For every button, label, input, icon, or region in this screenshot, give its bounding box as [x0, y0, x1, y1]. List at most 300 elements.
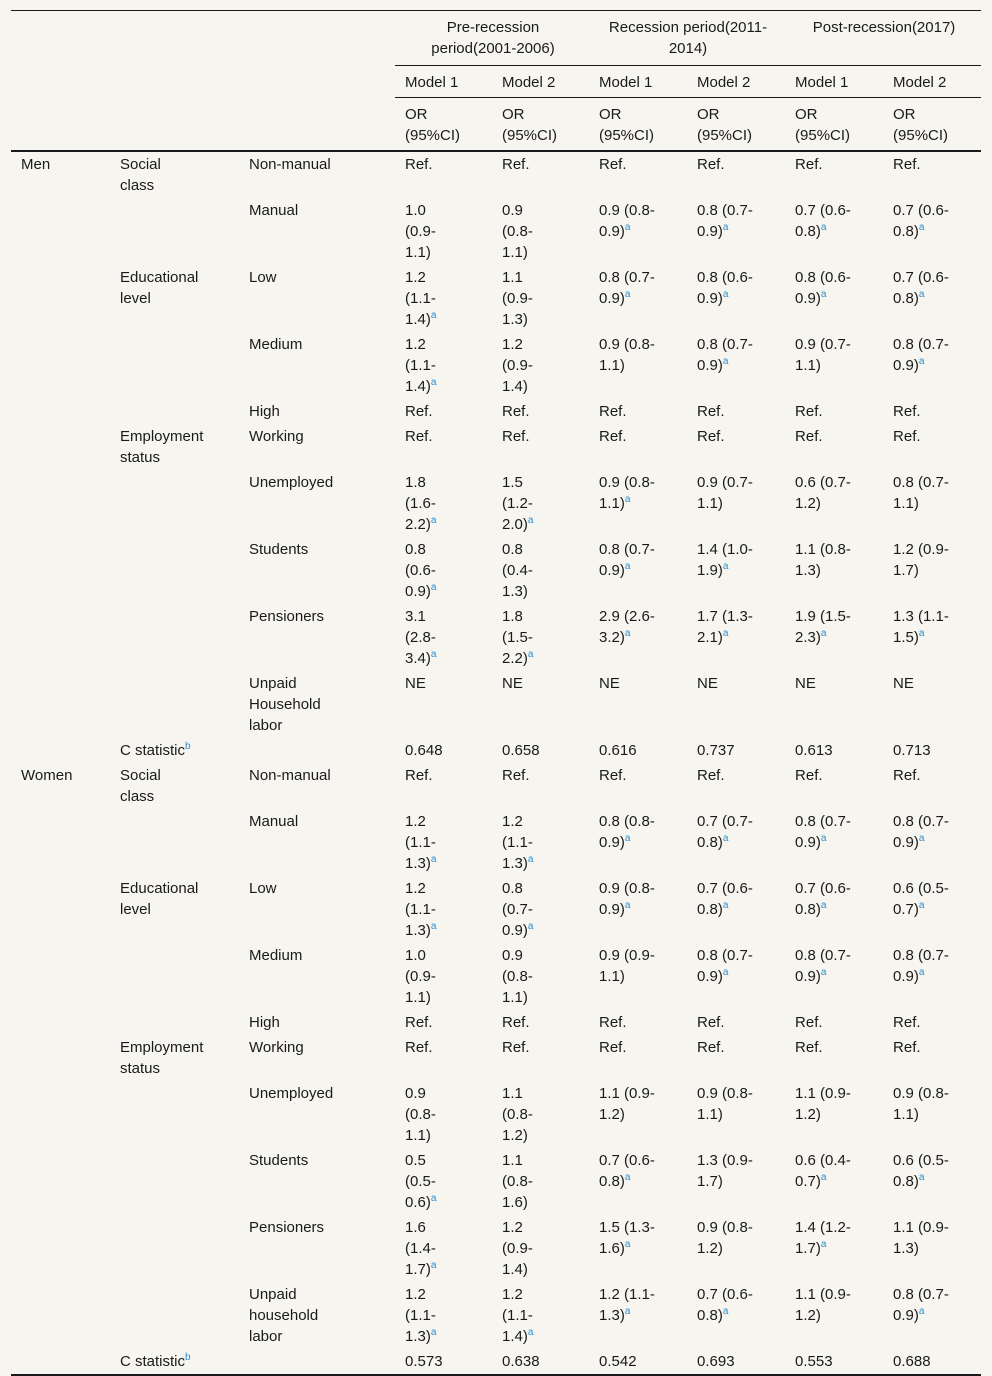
or-value — [785, 1215, 883, 1282]
or-value-text: 0.9 (0.8- 1.1) — [599, 336, 655, 374]
or-value — [492, 604, 589, 671]
model-header: Model 2 — [687, 66, 785, 98]
or-value-text: 0.8 (0.8- 0.9) — [599, 813, 655, 851]
category-label — [239, 1349, 395, 1375]
category-label — [239, 265, 395, 332]
or-header: OR (95%CI) — [785, 98, 883, 152]
or-value-text: 1.1 (0.9- 1.2) — [599, 1085, 655, 1123]
sex-label — [11, 151, 110, 198]
or-value — [785, 1081, 883, 1148]
footnote-marker: a — [918, 1306, 925, 1317]
table-row — [11, 265, 981, 332]
or-value — [883, 809, 981, 876]
or-value-text: 0.6 (0.7- 1.2) — [795, 474, 851, 512]
or-value — [785, 1010, 883, 1035]
or-value — [883, 1148, 981, 1215]
sex-label-text: Men — [21, 156, 51, 173]
or-value — [883, 151, 981, 198]
or-header: OR (95%CI) — [492, 98, 589, 152]
period-header: Recession period(2011-2014) — [589, 11, 785, 66]
or-value-text: 0.7 (0.6- 0.8) — [795, 202, 851, 240]
footnote-marker: a — [527, 1327, 534, 1338]
or-value-text: 1.2 (0.9- 1.4) — [502, 336, 533, 395]
variable-label — [110, 1081, 239, 1148]
or-value-text: Ref. — [893, 1014, 921, 1031]
or-value-text: Ref. — [697, 767, 725, 784]
or-value-text: 1.2 (1.1- 1.3) — [405, 880, 436, 939]
or-value-text: Ref. — [502, 403, 530, 420]
or-value — [785, 1035, 883, 1081]
category-label — [239, 1215, 395, 1282]
variable-label — [110, 738, 239, 763]
variable-label — [110, 424, 239, 470]
or-value-text: Ref. — [502, 767, 530, 784]
or-header: OR (95%CI) — [687, 98, 785, 152]
or-value — [492, 1215, 589, 1282]
or-value-text: 0.6 (0.5- 0.7) — [893, 880, 949, 918]
header-blank — [11, 66, 395, 98]
variable-label — [110, 1010, 239, 1035]
or-value — [589, 198, 687, 265]
or-value-text: 1.1 (0.9- 1.2) — [795, 1085, 851, 1123]
or-value — [785, 424, 883, 470]
footnote-marker: a — [918, 900, 925, 911]
or-value-text: 0.9 (0.8- 1.1) — [405, 1085, 436, 1144]
or-value — [395, 399, 492, 424]
or-value — [395, 876, 492, 943]
or-value-text: 1.2 (0.9- 1.7) — [893, 541, 949, 579]
or-value-text: 1.1 (0.8- 1.6) — [502, 1152, 533, 1211]
category-label-text: Medium — [249, 947, 303, 964]
category-label — [239, 738, 395, 763]
or-value — [589, 1010, 687, 1035]
or-value — [785, 537, 883, 604]
or-value — [589, 537, 687, 604]
or-value — [687, 763, 785, 809]
header-blank — [11, 98, 395, 152]
or-value-text: 0.7 (0.6- 0.8) — [893, 202, 949, 240]
category-label — [239, 809, 395, 876]
footnote-marker: a — [918, 356, 925, 367]
or-value — [785, 1349, 883, 1375]
variable-label — [110, 1148, 239, 1215]
or-value — [395, 332, 492, 399]
or-value — [492, 876, 589, 943]
footnote-marker: a — [527, 515, 534, 526]
or-value — [785, 332, 883, 399]
or-value — [883, 671, 981, 738]
or-value — [687, 1081, 785, 1148]
or-value — [687, 809, 785, 876]
category-label — [239, 604, 395, 671]
or-value-text: Ref. — [697, 428, 725, 445]
odds-ratio-table — [11, 10, 981, 1376]
footnote-marker: a — [820, 628, 827, 639]
table-row — [11, 763, 981, 809]
sex-label — [11, 604, 110, 671]
or-value — [883, 1010, 981, 1035]
table-row — [11, 537, 981, 604]
or-value-text: 1.2 (1.1- 1.3) — [405, 813, 436, 872]
category-label — [239, 671, 395, 738]
table-row — [11, 876, 981, 943]
footnote-marker: a — [430, 921, 437, 932]
or-value — [785, 809, 883, 876]
footnote-marker: a — [820, 289, 827, 300]
variable-label — [110, 265, 239, 332]
variable-label — [110, 1035, 239, 1081]
or-value-text: Ref. — [405, 403, 433, 420]
footnote-marker: a — [430, 310, 437, 321]
or-value-text: 0.7 (0.6- 0.8) — [697, 1286, 753, 1324]
footnote-marker: a — [624, 833, 631, 844]
or-value-text: 0.648 — [405, 742, 443, 759]
or-value-text: 0.8 (0.7- 0.9) — [502, 880, 533, 939]
variable-label — [110, 537, 239, 604]
or-value — [395, 1148, 492, 1215]
or-value — [785, 876, 883, 943]
category-label-text: Medium — [249, 336, 303, 353]
or-value-text: 0.8 (0.7- 0.9) — [697, 947, 753, 985]
sex-label — [11, 399, 110, 424]
or-value-text: 0.9 (0.8- 1.1) — [502, 947, 533, 1006]
or-value — [492, 151, 589, 198]
or-value — [492, 1148, 589, 1215]
footnote-marker: a — [722, 289, 729, 300]
footnote-marker: a — [918, 833, 925, 844]
footnote-marker: a — [820, 900, 827, 911]
or-value — [785, 763, 883, 809]
or-value-text: Ref. — [405, 1014, 433, 1031]
or-value — [492, 1081, 589, 1148]
footnote-marker: a — [430, 377, 437, 388]
table-row — [11, 1282, 981, 1349]
or-value-text: 0.8 (0.7- 0.9) — [795, 813, 851, 851]
footnote-marker: a — [624, 222, 631, 233]
or-value-text: NE — [405, 675, 426, 692]
footnote-marker: a — [820, 967, 827, 978]
category-label — [239, 1282, 395, 1349]
variable-label — [110, 198, 239, 265]
or-value-text: NE — [893, 675, 914, 692]
or-value-text: 0.8 (0.7- 0.9) — [893, 947, 949, 985]
or-value-text: Ref. — [599, 767, 627, 784]
or-value — [883, 1349, 981, 1375]
or-value-text: 0.8 (0.7- 0.9) — [893, 1286, 949, 1324]
or-value — [589, 1215, 687, 1282]
or-value-text: Ref. — [795, 1039, 823, 1056]
or-value-text: 0.9 (0.7- 1.1) — [795, 336, 851, 374]
or-value — [395, 1215, 492, 1282]
or-value — [492, 332, 589, 399]
footnote-marker: a — [722, 900, 729, 911]
or-value-text: Ref. — [502, 1039, 530, 1056]
or-value — [492, 265, 589, 332]
table-row — [11, 738, 981, 763]
category-label-text: Low — [249, 880, 277, 897]
variable-label — [110, 1282, 239, 1349]
footnote-marker: a — [527, 854, 534, 865]
or-value-text: NE — [697, 675, 718, 692]
or-value — [589, 265, 687, 332]
or-value-text: 0.542 — [599, 1353, 637, 1370]
or-value-text: 1.2 (1.1- 1.3) — [502, 813, 533, 872]
or-header: OR (95%CI) — [589, 98, 687, 152]
or-value-text: Ref. — [893, 156, 921, 173]
or-value — [395, 1081, 492, 1148]
footnote-marker: a — [430, 582, 437, 593]
or-value-text: Ref. — [599, 403, 627, 420]
variable-label-text: C statistic — [120, 742, 186, 759]
footnote-marker: a — [624, 494, 631, 505]
or-value-text: 0.9 (0.8- 0.9) — [599, 202, 655, 240]
or-value — [883, 763, 981, 809]
or-value — [589, 1081, 687, 1148]
category-label — [239, 763, 395, 809]
or-value-text: NE — [502, 675, 523, 692]
footnote-marker: a — [624, 628, 631, 639]
or-value — [589, 424, 687, 470]
or-value — [687, 470, 785, 537]
or-value — [395, 265, 492, 332]
or-value — [785, 943, 883, 1010]
or-value-text: 0.573 — [405, 1353, 443, 1370]
or-value — [687, 1035, 785, 1081]
sex-label — [11, 763, 110, 809]
category-label — [239, 1081, 395, 1148]
or-value — [785, 1148, 883, 1215]
table-row — [11, 604, 981, 671]
or-value — [883, 876, 981, 943]
or-value — [492, 1035, 589, 1081]
or-value — [883, 537, 981, 604]
or-value-text: 0.9 (0.7- 1.1) — [697, 474, 753, 512]
or-value — [883, 424, 981, 470]
or-value-text: Ref. — [893, 1039, 921, 1056]
or-value — [883, 265, 981, 332]
variable-label — [110, 470, 239, 537]
or-value — [395, 1010, 492, 1035]
table-row — [11, 470, 981, 537]
or-header: OR (95%CI) — [883, 98, 981, 152]
or-value-text: Ref. — [795, 403, 823, 420]
footnote-marker: a — [722, 356, 729, 367]
category-label-text: Pensioners — [249, 608, 325, 625]
or-value-text: 0.7 (0.6- 0.8) — [893, 269, 949, 307]
category-label — [239, 470, 395, 537]
table-row — [11, 809, 981, 876]
or-value — [883, 1282, 981, 1349]
header-blank — [11, 11, 395, 66]
category-label-text: Pensioners — [249, 1219, 325, 1236]
or-value-text: 0.613 — [795, 742, 833, 759]
or-value — [492, 1282, 589, 1349]
variable-label — [110, 604, 239, 671]
sex-label — [11, 332, 110, 399]
or-value-text: 1.1 (0.8- 1.3) — [795, 541, 851, 579]
or-value-text: 0.616 — [599, 742, 637, 759]
or-value — [589, 1282, 687, 1349]
or-value — [785, 1282, 883, 1349]
category-label-text: Working — [249, 1039, 304, 1056]
or-value — [785, 265, 883, 332]
or-value — [589, 943, 687, 1010]
table-row — [11, 943, 981, 1010]
or-value — [883, 399, 981, 424]
or-value — [589, 1349, 687, 1375]
or-value — [687, 604, 785, 671]
or-value — [687, 671, 785, 738]
or-value — [395, 604, 492, 671]
or-value — [395, 537, 492, 604]
or-value-text: 0.8 (0.7- 0.9) — [893, 336, 949, 374]
or-value-text: 1.1 (0.9- 1.3) — [502, 269, 533, 328]
or-value — [785, 198, 883, 265]
category-label-text: Low — [249, 269, 277, 286]
sex-label — [11, 1148, 110, 1215]
footnote-marker: a — [722, 833, 729, 844]
or-value — [785, 470, 883, 537]
or-value-text: 0.7 (0.6- 0.8) — [599, 1152, 655, 1190]
or-value — [883, 738, 981, 763]
category-label — [239, 399, 395, 424]
or-value — [492, 763, 589, 809]
or-value — [883, 198, 981, 265]
table-row — [11, 1148, 981, 1215]
or-value — [785, 604, 883, 671]
or-value — [395, 151, 492, 198]
or-value-text: 1.7 (1.3- 2.1) — [697, 608, 753, 646]
footnote-marker: a — [820, 222, 827, 233]
or-value-text: Ref. — [502, 156, 530, 173]
or-value — [492, 1010, 589, 1035]
category-label-text: Students — [249, 541, 309, 558]
or-value-text: Ref. — [893, 403, 921, 420]
or-value-text: 0.9 (0.8- 1.1) — [697, 1085, 753, 1123]
footnote-marker: a — [430, 649, 437, 660]
or-value — [395, 424, 492, 470]
sex-label — [11, 671, 110, 738]
variable-label-text: Employment status — [120, 428, 204, 466]
or-value-text: 0.7 (0.6- 0.8) — [697, 880, 753, 918]
or-value — [589, 470, 687, 537]
or-value-text: 0.8 (0.6- 0.9) — [405, 541, 436, 600]
or-value-text: 0.9 (0.8- 1.2) — [697, 1219, 753, 1257]
or-value — [589, 332, 687, 399]
footnote-marker: a — [722, 561, 729, 572]
or-value-text: 1.4 (1.2- 1.7) — [795, 1219, 851, 1257]
sex-label — [11, 1215, 110, 1282]
footnote-marker: a — [918, 628, 925, 639]
or-value-text: Ref. — [795, 156, 823, 173]
variable-label — [110, 943, 239, 1010]
period-header: Post-recession(2017) — [785, 11, 981, 66]
footnote-marker: a — [820, 1239, 827, 1250]
sex-label — [11, 424, 110, 470]
or-value-text: Ref. — [795, 767, 823, 784]
category-label — [239, 537, 395, 604]
or-value — [589, 399, 687, 424]
footnote-marker: a — [624, 1172, 631, 1183]
or-value-text: 1.2 (1.1- 1.3) — [405, 1286, 436, 1345]
category-label-text: Non-manual — [249, 767, 331, 784]
or-value-text: Ref. — [795, 428, 823, 445]
variable-label — [110, 1215, 239, 1282]
variable-label-text: Educational level — [120, 269, 199, 307]
or-value-text: Ref. — [502, 1014, 530, 1031]
model-header: Model 1 — [785, 66, 883, 98]
or-value-text: 1.8 (1.6- 2.2) — [405, 474, 436, 533]
or-value — [687, 876, 785, 943]
or-value — [883, 1215, 981, 1282]
or-value — [492, 470, 589, 537]
table-row — [11, 1081, 981, 1148]
or-value-text: 0.713 — [893, 742, 931, 759]
or-value-text: 1.2 (0.9- 1.4) — [502, 1219, 533, 1278]
footnote-marker: a — [918, 1172, 925, 1183]
or-value — [687, 151, 785, 198]
footnote-marker: a — [722, 967, 729, 978]
or-value-text: 0.688 — [893, 1353, 931, 1370]
or-value-text: 0.8 (0.7- 0.9) — [697, 336, 753, 374]
sex-label — [11, 198, 110, 265]
sex-label — [11, 1010, 110, 1035]
or-value-text: 0.9 (0.8- 1.1) — [893, 1085, 949, 1123]
or-value-text: 1.5 (1.3- 1.6) — [599, 1219, 655, 1257]
table-row — [11, 1349, 981, 1375]
category-label-text: Students — [249, 1152, 309, 1169]
or-value-text: 0.5 (0.5- 0.6) — [405, 1152, 436, 1211]
or-value-text: 0.8 (0.7- 0.9) — [795, 947, 851, 985]
sex-label — [11, 943, 110, 1010]
or-value — [589, 151, 687, 198]
or-value — [883, 1035, 981, 1081]
category-label-text: Non-manual — [249, 156, 331, 173]
category-label-text: Unemployed — [249, 474, 334, 491]
footnote-marker: a — [430, 854, 437, 865]
or-value-text: 0.8 (0.7- 0.9) — [697, 202, 753, 240]
category-label-text: Working — [249, 428, 304, 445]
table-row — [11, 399, 981, 424]
variable-label — [110, 809, 239, 876]
or-value — [589, 738, 687, 763]
model-header: Model 2 — [883, 66, 981, 98]
or-value — [883, 332, 981, 399]
table-row — [11, 1010, 981, 1035]
footnote-marker: a — [918, 222, 925, 233]
footnote-marker: a — [722, 1306, 729, 1317]
or-value-text: Ref. — [697, 156, 725, 173]
footnote-marker: a — [430, 515, 437, 526]
category-label-text: High — [249, 403, 280, 420]
category-label — [239, 876, 395, 943]
or-value — [883, 1081, 981, 1148]
or-value-text: NE — [795, 675, 816, 692]
category-label — [239, 198, 395, 265]
footnote-marker: a — [820, 1172, 827, 1183]
variable-label-text: Educational level — [120, 880, 199, 918]
sex-label — [11, 265, 110, 332]
variable-label-text: Social class — [120, 156, 161, 194]
or-value — [492, 537, 589, 604]
or-value — [492, 399, 589, 424]
sex-label — [11, 1035, 110, 1081]
or-value — [785, 738, 883, 763]
or-value — [492, 198, 589, 265]
or-value — [687, 265, 785, 332]
or-value-text: 0.7 (0.7- 0.8) — [697, 813, 753, 851]
or-value-text: 1.1 (0.9- 1.3) — [893, 1219, 949, 1257]
